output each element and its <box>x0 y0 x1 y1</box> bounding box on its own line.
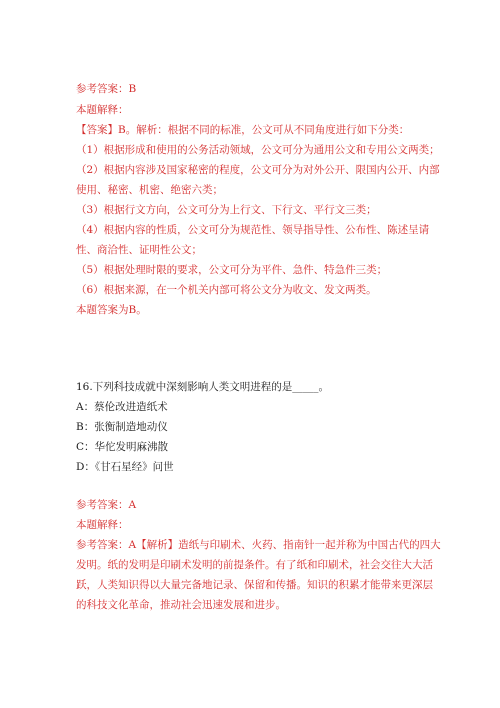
q16-option-d: D：《甘石星经》问世 <box>76 461 174 473</box>
q15-explain-title: 本题解释： <box>76 104 129 116</box>
q15-explain-line: 【答案】B。解析：根据不同的标准，公文可从不同角度进行如下分类： <box>76 124 410 136</box>
q15-explain-line: 性、商洽性、证明性公文； <box>76 244 202 256</box>
q15-final-answer: 本题答案为B。 <box>76 304 147 316</box>
q16-option-b: B：张衡制造地动仪 <box>76 421 168 433</box>
q15-explain-line: （6）根据来源，在一个机关内部可将公文分为收文、发文两类。 <box>76 284 377 296</box>
q16-explain-line: 参考答案：A【解析】造纸与印刷术、火药、指南针一起并称为中国古代的四大 <box>76 539 441 551</box>
q16-option-a: A：蔡伦改进造纸术 <box>76 401 168 413</box>
q16-explain-line: 跃，人类知识得以大量完备地记录、保留和传播。知识的积累才能带来更深层 <box>76 579 433 591</box>
q16-option-c: C：华佗发明麻沸散 <box>76 441 169 453</box>
q15-explain-line: （2）根据内容涉及国家秘密的程度，公文可分为对外公开、限国内公开、内部 <box>76 164 440 176</box>
q16-explain-title: 本题解释： <box>76 519 129 531</box>
q15-explain-line: （4）根据内容的性质，公文可分为规范性、领导指导性、公布性、陈述呈请 <box>76 224 430 236</box>
q15-explain-line: （5）根据处理时限的要求，公文可分为平件、急件、特急件三类； <box>76 264 388 276</box>
q16-answer-line: 参考答案：A <box>76 499 137 511</box>
q15-explain-line: （1）根据形成和使用的公务活动领域，公文可分为通用公文和专用公文两类； <box>76 144 440 156</box>
q16-question: 16.下列科技成就中深刻影响人类文明进程的是_____。 <box>76 381 329 393</box>
q15-answer-line: 参考答案：B <box>76 83 137 95</box>
q15-explain-line: 使用、秘密、机密、绝密六类； <box>76 184 223 196</box>
q15-explain-line: （3）根据行文方向，公文可分为上行文、下行文、平行文三类； <box>76 204 377 216</box>
q16-explain-line: 的科技文化革命，推动社会迅速发展和进步。 <box>76 599 286 611</box>
q16-explain-line: 发明。纸的发明是印刷术发明的前提条件。有了纸和印刷术，社会交往大大活 <box>76 559 433 571</box>
